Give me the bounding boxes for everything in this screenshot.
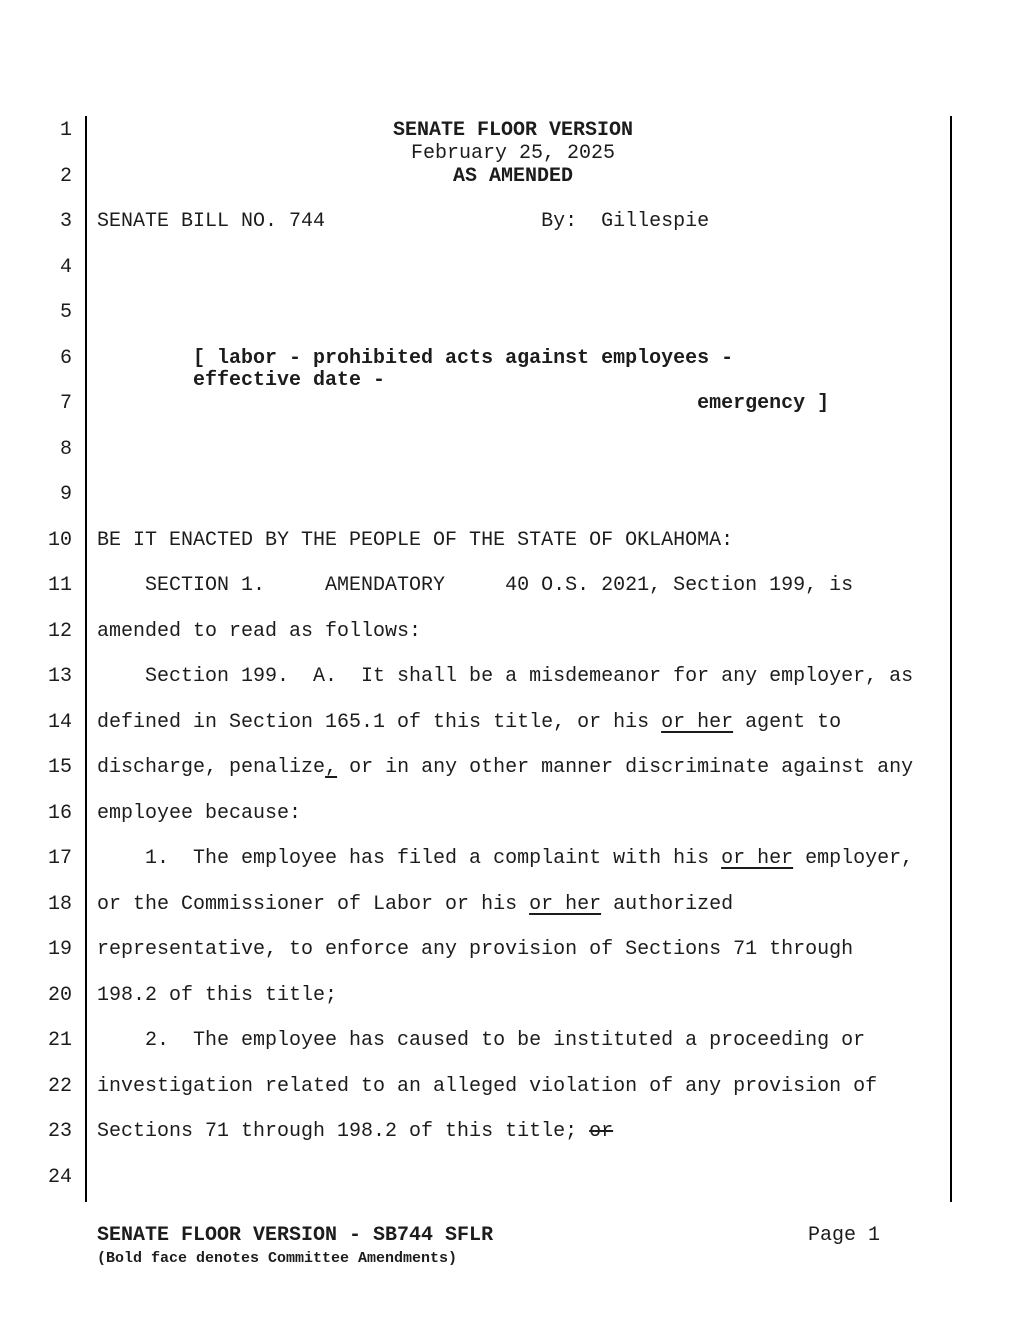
text-segment: effective date - [97,369,386,392]
document-line-10 [97,528,929,554]
document-line-19 [97,937,929,963]
line-number: 15 [47,756,72,779]
document-line-18 [97,892,929,918]
line-number: 4 [59,256,72,279]
text-segment: SENATE FLOOR VERSION [392,119,634,142]
line-number: 22 [47,1075,72,1098]
line-number: 2 [59,165,72,188]
document-line-3 [97,209,929,235]
document-line-17 [97,846,929,872]
line-number: 5 [59,301,72,324]
document-line-20 [97,983,929,1009]
stricken-text: or [589,1120,614,1143]
document-line-14 [97,710,929,736]
left-margin-rule [85,116,87,1202]
text-segment: investigation related to an alleged violation of any provision of [97,1075,878,1098]
inserted-text: or her [661,711,734,734]
footer-amendment-note: (Bold face denotes Committee Amendments) [97,1250,458,1267]
document-line-2 [97,164,929,190]
text-segment: 1. The employee has filed a complaint with his [97,847,722,870]
text-segment: Sections 71 through 198.2 of this title; [97,1120,590,1143]
text-segment: employee because: [97,802,302,825]
text-segment: 2. The employee has caused to be instituted a proceeding or [97,1029,866,1052]
document-line-11 [97,573,929,599]
text-segment: agent to [733,711,842,734]
text-segment: February 25, 2025 [410,142,616,165]
right-margin-rule [950,116,952,1202]
text-segment: defined in Section 165.1 of this title, or his [97,711,662,734]
line-number: 6 [59,347,72,370]
document-line-22 [97,1074,929,1100]
line-number: 17 [47,847,72,870]
line-number: 1 [59,119,72,142]
line-number: 20 [47,984,72,1007]
line-number: 19 [47,938,72,961]
line-number: 9 [59,483,72,506]
line-number: 14 [47,711,72,734]
inserted-text: or her [529,893,602,916]
text-segment: emergency ] [97,392,830,415]
text-segment: [ labor - prohibited acts against employees - [97,347,734,370]
text-segment: SENATE BILL NO. 744 By: Gillespie [97,210,710,233]
text-segment: or the Commissioner of Labor or his [97,893,530,916]
text-segment: or in any other manner discriminate against any [337,756,914,779]
line-number: 3 [59,210,72,233]
line-number: 10 [47,529,72,552]
footer-version-label: SENATE FLOOR VERSION - SB744 SFLR [97,1224,494,1247]
document-line-16 [97,801,929,827]
line-number: 24 [47,1166,72,1189]
line-number: 16 [47,802,72,825]
line-number: 12 [47,620,72,643]
line-number: 7 [59,392,72,415]
document-line-23 [97,1119,929,1145]
text-segment: AS AMENDED [452,165,574,188]
text-segment: 198.2 of this title; [97,984,338,1007]
line-number: 11 [47,574,72,597]
page-number: Page 1 [808,1224,881,1247]
inserted-text: , [325,756,338,779]
text-segment: discharge, penalize [97,756,326,779]
text-segment: Section 199. A. It shall be a misdemeanor for any employer, as [97,665,914,688]
inserted-text: or her [721,847,794,870]
text-segment: amended to read as follows: [97,620,422,643]
document-line-15 [97,755,929,781]
line-number: 21 [47,1029,72,1052]
line-number: 18 [47,893,72,916]
text-segment: representative, to enforce any provision of Sections 71 through [97,938,854,961]
text-segment: BE IT ENACTED BY THE PEOPLE OF THE STATE OF OKLAHOMA: [97,529,734,552]
line-number: 13 [47,665,72,688]
line-number: 8 [59,438,72,461]
document-line-12 [97,619,929,645]
text-segment: SECTION 1. AMENDATORY 40 O.S. 2021, Section 199, is [97,574,854,597]
line-number: 23 [47,1120,72,1143]
document-line-7 [97,391,929,417]
document-line-21 [97,1028,929,1054]
text-segment: employer, [793,847,914,870]
document-line-13 [97,664,929,690]
text-segment: authorized [601,893,734,916]
